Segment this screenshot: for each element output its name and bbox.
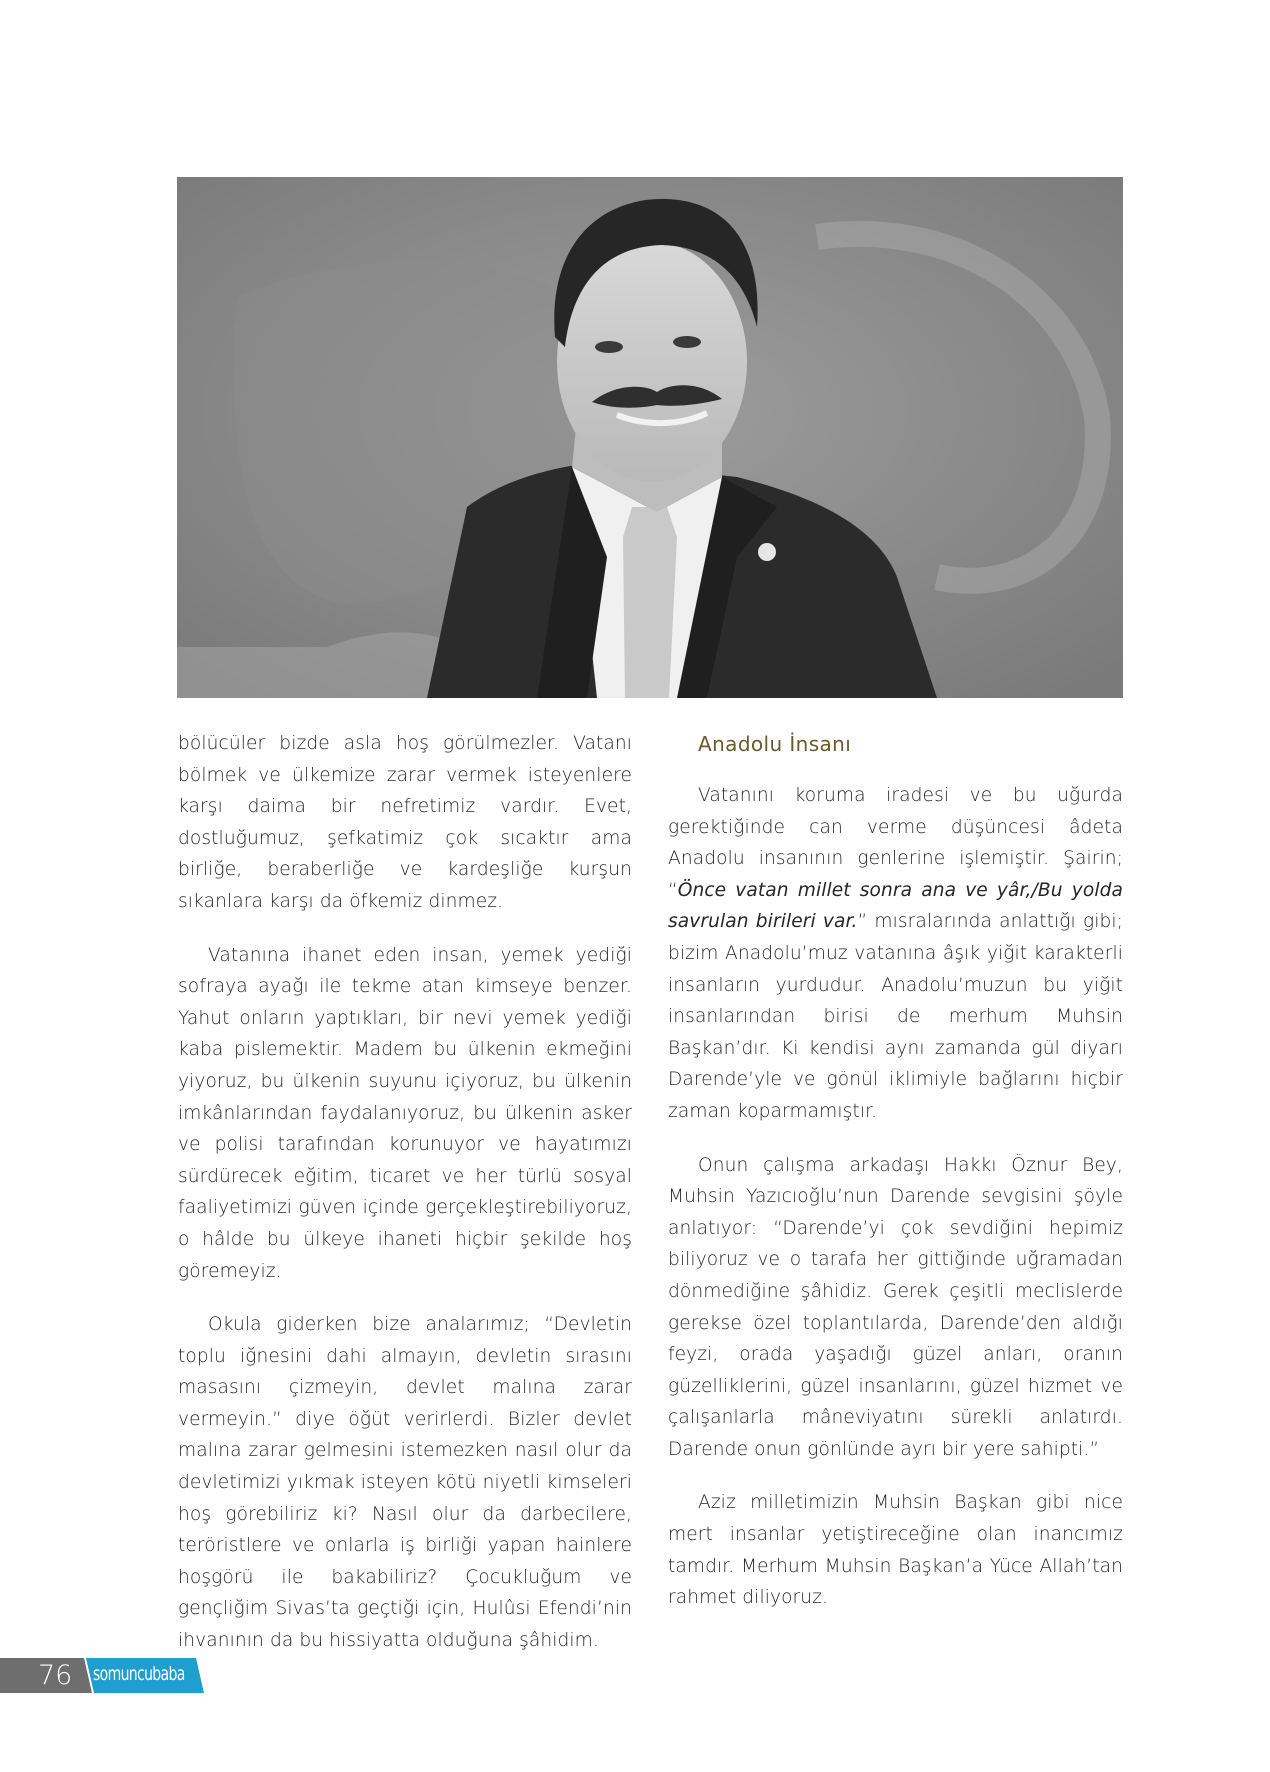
page-footer	[0, 1658, 210, 1693]
right-column	[668, 730, 1123, 1636]
poem-quote: Önce vatan millet sonra ana ve yâr,/Bu yolda savrulan birileri var.	[668, 879, 1123, 933]
brand-logo-text: somuncubaba	[93, 1663, 185, 1685]
paragraph: Vatanına ihanet eden insan, yemek yediği sofraya ayağı ile tekme atan kimseye benzer. Yahut onların yaptıkları, bir nevi yemek yediği kaba pislemektir. Madem bu ülkenin ekmeğini yiyoruz, bu ülkenin suyunu içiyoruz, bu ülkenin imkânlarından faydalanıyoruz, bu ülkenin asker ve polisi tarafından korunuyor ve hayatımızı sürdürecek eğitim, ticaret ve her türlü sosyal faaliyetimizi güven içinde gerçekleştirebiliyoruz, o hâlde bu ülkeye ihaneti hiçbir şekilde hoş göremeyiz.	[178, 944, 632, 1282]
page-number: 76	[38, 1660, 73, 1691]
section-heading: Anadolu İnsanı	[698, 732, 852, 756]
paragraph: bölücüler bizde asla hoş görülmezler. Vatanı bölmek ve ülkemize zarar vermek isteyenlere karşı daima bir nefretimiz vardır. Evet, dostluğumuz, şefkatimiz çok sıcaktır ama birliğe, beraberliğe ve kardeşliğe kurşun sıkanlara karşı da öfkemiz dinmez.	[178, 733, 632, 912]
paragraph-text: Vatanını koruma iradesi ve bu uğurda gerektiğinde can verme düşüncesi âdeta Anadolu insanının genlerine işlemiştir. Şairin; “	[668, 785, 1123, 901]
paragraph: Aziz milletimizin Muhsin Başkan gibi nice mert insanlar yetiştireceğine olan inancımız tamdır. Merhum Muhsin Başkan’a Yüce Allah’tan rahmet diliyoruz.	[668, 1492, 1123, 1609]
portrait-image	[177, 177, 1123, 698]
left-column	[178, 728, 632, 1679]
paragraph: Onun çalışma arkadaşı Hakkı Öznur Bey, Muhsin Yazıcıoğlu’nun Darende sevgisini şöyle anlatıyor: “Darende’yi çok sevdiğini hepimiz biliyoruz ve o tarafa her gittiğinde uğramadan dönmediğine şâhidiz. Gerek çeşitli meclislerde gerekse özel toplantılarda, Darende’den aldığı feyzi, orada yaşadığı güzel anları, oranın güzelliklerini, güzel insanlarını, güzel hizmet ve çalışanlarla mâneviyatını sürekli anlatırdı. Darende onun gönlünde ayrı bir yere sahipti.”	[668, 1154, 1123, 1460]
paragraph-text: ” mısralarında anlattığı gibi; bizim Anadolu’muz vatanına âşık yiğit karakterli insanların yurdudur. Anadolu’muzun bu yiğit insanlarından birisi de merhum Muhsin Başkan’dır. Ki kendisi aynı zamanda gül diyarı Darende’yle ve gönül iklimiyle bağlarını hiçbir zaman koparmamıştır.	[668, 911, 1123, 1122]
paragraph	[668, 780, 1123, 1128]
paragraph: Okula giderken bize analarımız; “Devletin toplu iğnesini dahi almayın, devletin sırasını masasını çizmeyin, devlet malına zarar vermeyin.” diye öğüt verirlerdi. Bizler devlet malına zarar gelmesini istemezken nasıl olur da devletimizi yıkmak isteyen kötü niyetli kimseleri hoş görebiliriz ki? Nasıl olur da darbecilere, teröristlere ve onlarla iş birliği yapan hainlere hoşgörü ile bakabiliriz? Çocukluğum ve gençliğim Sivas’ta geçtiği için, Hulûsi Efendi’nin ihvanının da bu hissiyatta olduğuna şâhidim.	[178, 1314, 632, 1652]
portrait-photo	[177, 177, 1123, 698]
